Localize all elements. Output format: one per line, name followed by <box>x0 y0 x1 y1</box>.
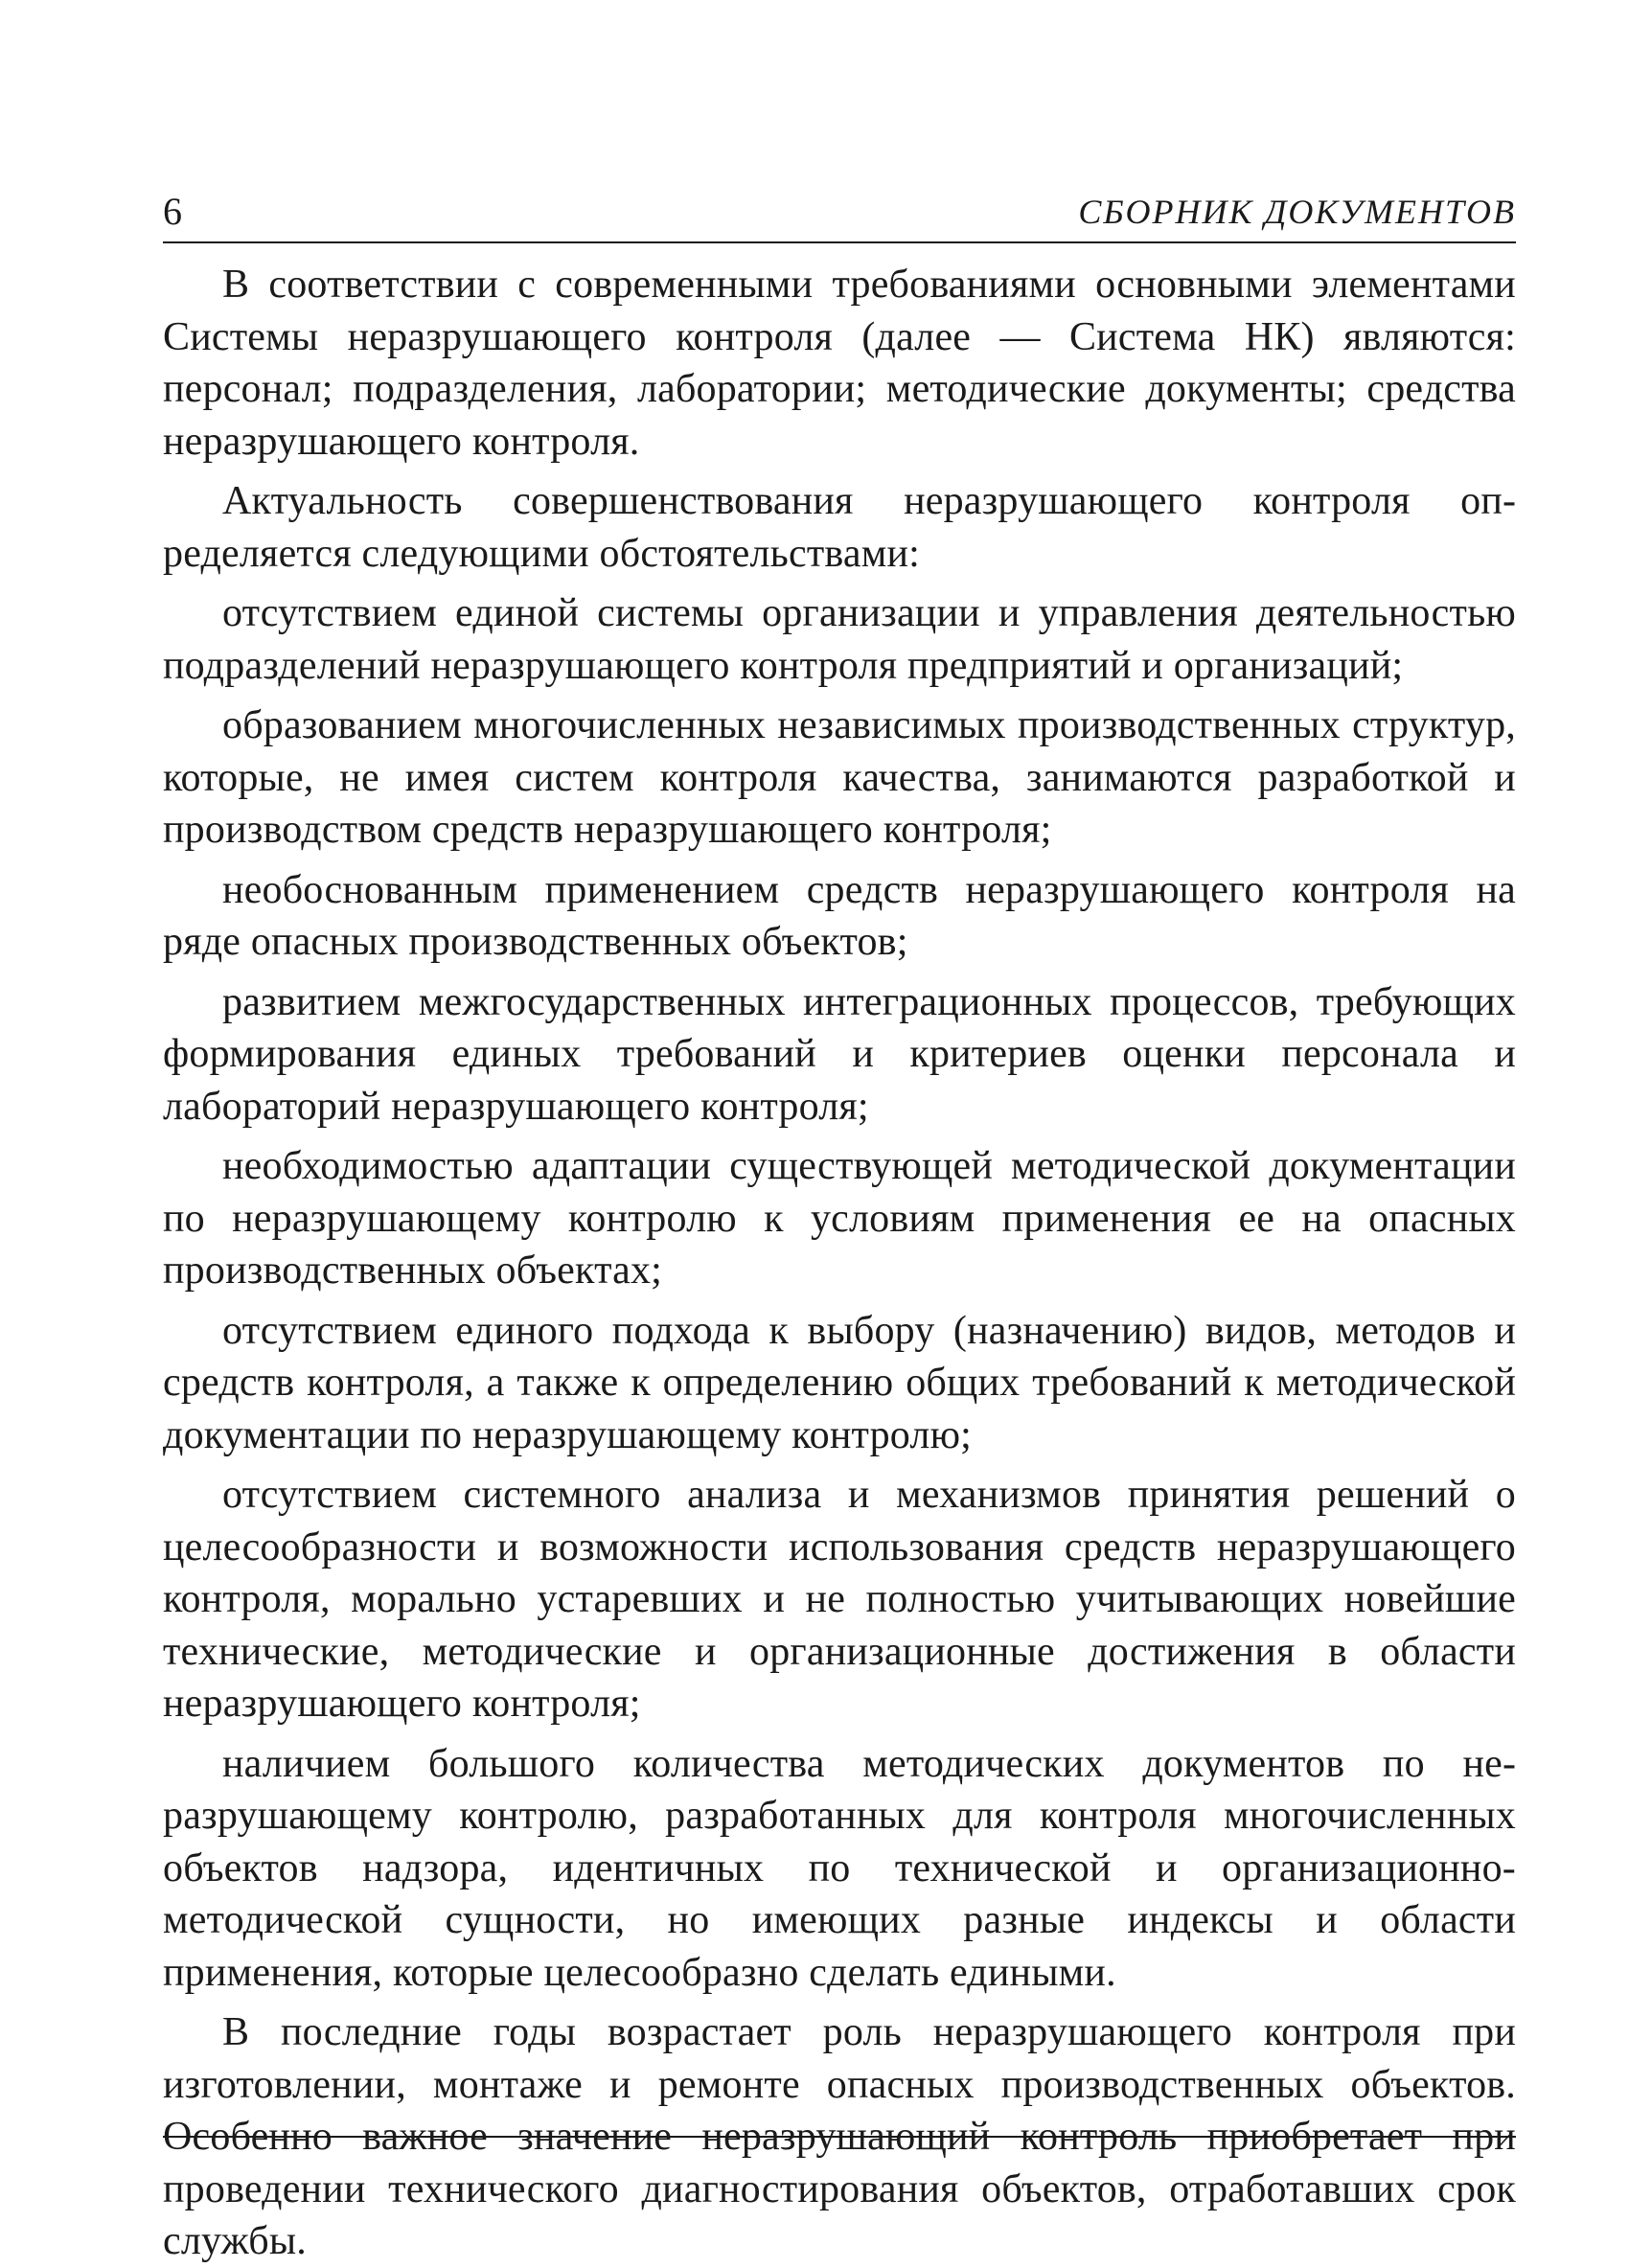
paragraph-conclusion: В последние годы возрастает роль неразрушающего контроля при изготовлении, монтаже и ремонте опасных производственных объектов. Особенно важное значение неразрушающий контроль приобретает при проведении технического диагностирования объектов, отработавших срок службы. <box>163 2010 1516 2263</box>
body-text <box>163 259 1516 2268</box>
list-item-no-unified-approach: отсутствием единого подхода к выбору (назначению) видов, методов и средств контроля, а также к определению общих требований к методической документации по неразрушающему контролю; <box>163 1308 1516 1457</box>
running-title: СБОРНИК ДОКУМЕНТОВ <box>1078 193 1516 231</box>
paragraph-relevance: Актуальность совершенствования неразрушающего контроля определяется следующими обстоятельствами: <box>163 479 1516 576</box>
bottom-rule <box>163 2136 1516 2138</box>
list-item-integration: развитием межгосударственных интеграционных процессов, требующих формирования единых требований и критериев оценки персонала и лабораторий неразрушающего контроля; <box>163 979 1516 1129</box>
list-item-no-unified-system: отсутствием единой системы организации и управления деятельностью подразделений неразрушающего контроля предприятий и организаций; <box>163 591 1516 688</box>
list-item-no-systemic-analysis: отсутствием системного анализа и механизмов принятия решений о целесообразности и возможности использования средств неразрушающего контроля, морально устаревших и не полностью учитывающих новейшие технические, методические и организационные достижения в области неразрушающего контроля; <box>163 1473 1516 1726</box>
list-item-many-documents: наличием большого количества методических документов по неразрушающему контролю, разработанных для контроля многочисленных объектов надзора, идентичных по технической и организационно-методической сущности, но имеющих разные индексы и области применения, которые целесообразно сделать едиными. <box>163 1741 1516 1995</box>
page-header <box>163 188 1516 236</box>
paragraph-intro: В соответствии с современными требованиями основными элементами Системы неразрушающего контроля (далее — Система НК) являются: персонал; подразделения, лаборатории; методические документы; средства неразрушающего контроля. <box>163 263 1516 464</box>
list-item-unjustified-use: необоснованным применением средств неразрушающего контроля на ряде опасных производственных объектов; <box>163 867 1516 964</box>
list-item-adaptation: необходимостью адаптации существующей методической документации по неразрушающему контролю к условиям применения ее на опасных производственных объектах; <box>163 1144 1516 1293</box>
list-item-independent-structures: образованием многочисленных независимых производственных структур, которые, не имея систем контроля качества, занимаются разработкой и производством средств неразрушающего контроля; <box>163 703 1516 852</box>
header-rule <box>163 241 1516 243</box>
page-number: 6 <box>163 190 182 233</box>
